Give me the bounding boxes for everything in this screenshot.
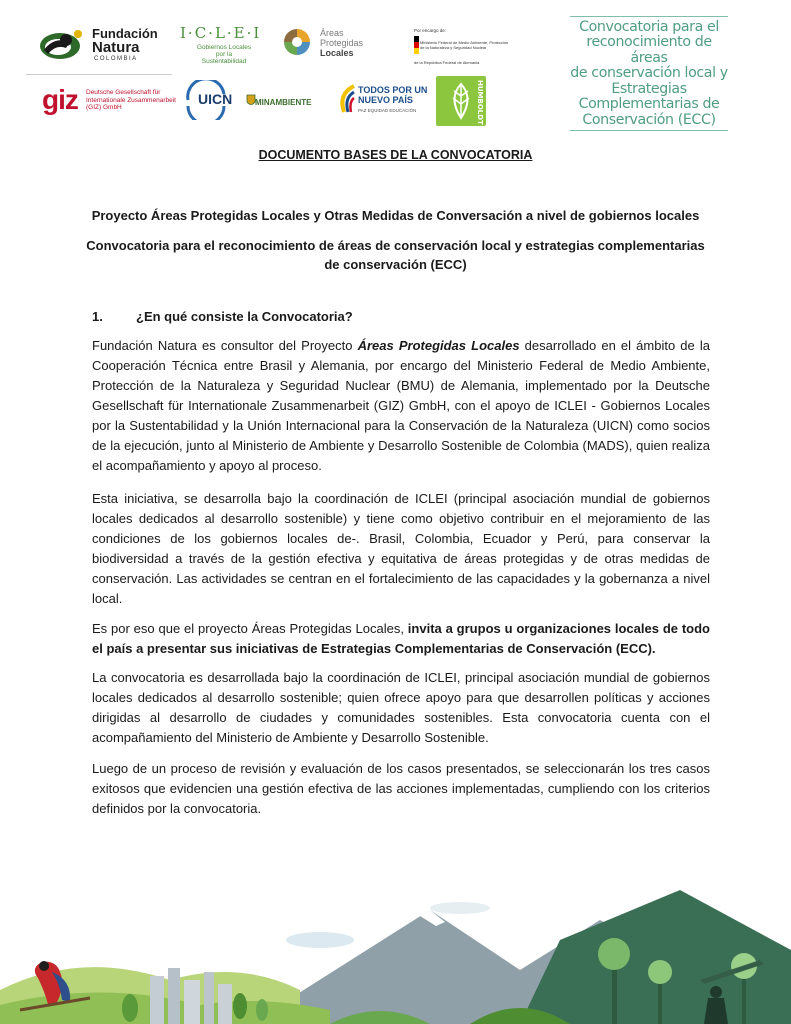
iclei-tagline: Gobiernos Locales por la Sustentabilidad — [196, 44, 252, 65]
tree-icon — [256, 999, 268, 1021]
building-shape — [184, 980, 200, 1024]
todos-por-un-nuevo-pais-text: TODOS POR UN NUEVO PAÍS — [358, 85, 428, 105]
paragraph-3-start: Es por eso que el proyecto Áreas Protegidas Locales, — [92, 621, 408, 636]
todos-motto: PAZ EQUIDAD EDUCACIÓN — [358, 108, 417, 113]
iclei-logo-text: I·C·L·E·I — [180, 24, 262, 42]
bmu-ministry-text: Ministerio Federal de Medio Ambiente, Protección de la Naturaleza y Seguridad Nuclear — [420, 40, 509, 50]
paragraph-2: Esta iniciativa, se desarrolla bajo la coordinación de ICLEI (principal asociación mundial de gobiernos locales dedicados al desarrollo sostenible) y tiene como objetivo contribuir en el mejoramiento de las condiciones de los gobiernos locales de-. Brasil, Colombia, Ecuador y Perú, para conservar la biodiversidad a través de la gestión efectiva y equitativa de áreas protegidas y de otras medidas de conservación. Las actividades se centran en el fortalecimiento de las capacidades y la gobernanza a nivel local. — [92, 491, 710, 606]
cloud-icon — [286, 932, 354, 948]
areas-protegidas-logo-text: Áreas Protegidas Locales — [320, 28, 364, 58]
building-shape — [204, 972, 214, 1024]
paragraph-1-rest: desarrollado en el ámbito de la Cooperación Técnica entre Brasil y Alemania, por encargo del Ministerio Federal de Medio Ambiente, Protección de la Naturaleza y Seguridad Nuclear (BMU) de Alemania, implementado por la Deutsche Gesellschaft für Internationale Zusammenarbeit (GIZ) GmbH, con el apoyo de ICLEI - Gobiernos Locales por la Sustentabilidad y la Unión Internacional para la Conservación de la Naturaleza (UICN) como socios de la ejecución, junto al Ministerio de Ambiente y Desarrollo Sostenible de Colombia (MADS), quien realiza el acompañamiento y apoyo al proceso. — [92, 338, 710, 473]
landscape-footer-illustration — [0, 880, 791, 1024]
header-divider — [26, 74, 172, 75]
project-name-emphasis: Áreas Protegidas Locales — [357, 338, 520, 353]
fundacion-natura-name-1: Fundación — [92, 26, 158, 41]
giz-full-name: Deutsche Gesellschaft für Internationale Zusammenarbeit (GIZ) GmbH — [86, 89, 176, 111]
giz-logo-text: giz — [42, 84, 78, 115]
call-subtitle: Convocatoria para el reconocimiento de áreas de conservación local y estrategias complementarias de conservación (ECC) — [86, 238, 705, 272]
cloud-icon — [430, 902, 490, 914]
humboldt-logo-text: HUMBOLDT — [476, 80, 484, 125]
paragraph-1 — [92, 336, 710, 476]
building-shape — [150, 976, 164, 1024]
german-flag-icon — [414, 36, 419, 54]
uicn-logo-text: UICN — [198, 91, 233, 107]
document-title: DOCUMENTO BASES DE LA CONVOCATORIA — [258, 148, 533, 162]
minambiente-logo-text: MINAMBIENTE — [255, 98, 312, 107]
building-shape — [168, 968, 180, 1024]
tree-icon — [233, 993, 247, 1019]
bmu-commission-text: Por encargo de: — [414, 28, 447, 33]
paragraph-1-start: Fundación Natura es consultor del Proyecto — [92, 338, 358, 353]
paragraph-3 — [92, 619, 710, 659]
fundacion-natura-logo-icon — [36, 26, 92, 62]
project-subtitle: Proyecto Áreas Protegidas Locales y Otras Medidas de Conversación a nivel de gobiernos locales — [91, 208, 700, 223]
paragraph-4: La convocatoria es desarrollada bajo la coordinación de ICLEI, principal asociación mundial de gobiernos locales dedicados al desarrollo sostenible; quien ofrece apoyo para que desarrollen políticas y acciones dirigidas al desarrollo de ciudades y comunidades sostenibles. Esta convocatoria cuenta con el acompañamiento del Ministerio de Ambiente y Desarrollo Sostenible. — [92, 670, 710, 745]
section-number: 1. — [92, 309, 103, 324]
tree-icon — [122, 994, 138, 1022]
section-heading: ¿En qué consiste la Convocatoria? — [136, 309, 353, 324]
paragraph-5: Luego de un proceso de revisión y evaluación de los casos presentados, se seleccionarán los tres casos exitosos que evidencien una gestión efectiva de las acciones implementadas, cumpliendo con los criterios definidos por la convocatoria. — [92, 761, 710, 816]
call-title-box: Convocatoria para el reconocimiento de áreas de conservación local y Estrategias Complementarias de Conservación (ECC) — [570, 16, 728, 131]
bmu-republic-text: de la República Federal de Alemania — [414, 60, 480, 65]
todos-por-un-nuevo-pais-icon — [336, 84, 356, 114]
invitation-emphasis: invita a grupos u organizaciones locales de todo el país a presentar sus iniciativas de Estrategias Complementarias de Conservación (ECC). — [92, 621, 710, 656]
fundacion-natura-name-2: Natura — [92, 39, 140, 56]
fundacion-natura-country: COLOMBIA — [94, 56, 138, 62]
areas-protegidas-logo-icon — [282, 27, 312, 57]
humboldt-logo — [436, 76, 486, 126]
building-shape — [218, 984, 232, 1024]
